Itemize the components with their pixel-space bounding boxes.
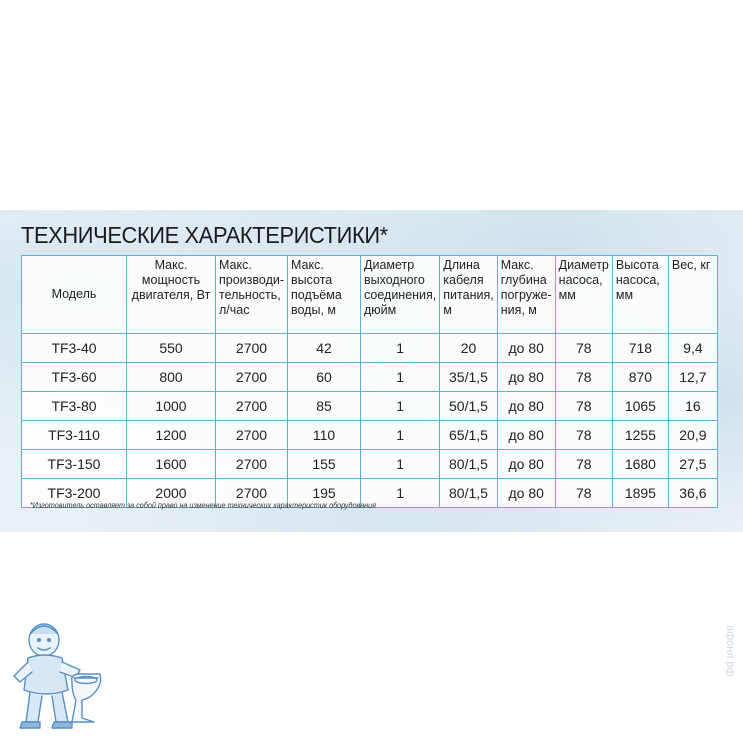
table-cell: до 80 [497, 450, 555, 479]
table-cell: 2700 [216, 334, 288, 363]
table-cell: 2700 [216, 421, 288, 450]
page-title: ТЕХНИЧЕСКИЕ ХАРАКТЕРИСТИКИ* [21, 222, 388, 248]
table-cell: 1200 [127, 421, 216, 450]
table-cell: 1 [361, 334, 440, 363]
table-cell: 85 [288, 392, 361, 421]
table-cell: 20,9 [668, 421, 717, 450]
spec-panel [0, 210, 743, 532]
header-outlet-diameter: Диаметр выходного соединения, дюйм [361, 256, 440, 334]
table-cell: 2700 [216, 450, 288, 479]
table-row [22, 363, 718, 392]
table-cell: до 80 [497, 334, 555, 363]
header-model: Модель [22, 256, 127, 334]
model-cell: TF3-40 [22, 334, 127, 363]
table-cell: 78 [555, 421, 612, 450]
header-weight: Вес, кг [668, 256, 717, 334]
table-cell: до 80 [497, 479, 555, 508]
table-cell: 1 [361, 479, 440, 508]
table-cell: 155 [288, 450, 361, 479]
plumber-mascot-icon [6, 618, 106, 736]
table-cell: 1255 [612, 421, 668, 450]
table-cell: 1600 [127, 450, 216, 479]
table-cell: 35/1,5 [440, 363, 497, 392]
table-cell: 2700 [216, 479, 288, 508]
table-cell: до 80 [497, 421, 555, 450]
table-cell: 1 [361, 392, 440, 421]
table-cell: 65/1,5 [440, 421, 497, 450]
model-cell: TF3-80 [22, 392, 127, 421]
table-cell: 1000 [127, 392, 216, 421]
table-cell: 2700 [216, 363, 288, 392]
table-cell: 1 [361, 450, 440, 479]
table-cell: 1895 [612, 479, 668, 508]
table-cell: 800 [127, 363, 216, 392]
header-depth: Макс. глубина погруже-ния, м [497, 256, 555, 334]
table-cell: 20 [440, 334, 497, 363]
table-cell: 36,6 [668, 479, 717, 508]
table-row [22, 392, 718, 421]
table-cell: 1065 [612, 392, 668, 421]
table-row [22, 334, 718, 363]
table-cell: 60 [288, 363, 361, 392]
header-cable-length: Длина кабеля питания, м [440, 256, 497, 334]
table-cell: 9,4 [668, 334, 717, 363]
table-cell: до 80 [497, 363, 555, 392]
table-cell: 718 [612, 334, 668, 363]
table-row [22, 450, 718, 479]
table-cell: 1680 [612, 450, 668, 479]
table-cell: 550 [127, 334, 216, 363]
table-cell: 2700 [216, 392, 288, 421]
table-cell: 2000 [127, 479, 216, 508]
table-cell: 110 [288, 421, 361, 450]
table-cell: 12,7 [668, 363, 717, 392]
table-cell: 16 [668, 392, 717, 421]
table-cell: 50/1,5 [440, 392, 497, 421]
model-cell: TF3-110 [22, 421, 127, 450]
table-cell: 78 [555, 334, 612, 363]
table-cell: 195 [288, 479, 361, 508]
header-pump-diameter: Диаметр насоса, мм [555, 256, 612, 334]
model-cell: TF3-60 [22, 363, 127, 392]
table-cell: 1 [361, 421, 440, 450]
header-power: Макс. мощность двигателя, Вт [127, 256, 216, 334]
table-cell: 80/1,5 [440, 479, 497, 508]
header-lift-height: Макс. высота подъёма воды, м [288, 256, 361, 334]
table-cell: 78 [555, 450, 612, 479]
table-cell: 1 [361, 363, 440, 392]
watermark: афоня.рф [724, 625, 736, 677]
model-cell: TF3-150 [22, 450, 127, 479]
table-cell: 27,5 [668, 450, 717, 479]
table-cell: 80/1,5 [440, 450, 497, 479]
table-cell: 870 [612, 363, 668, 392]
table-cell: 78 [555, 363, 612, 392]
table-cell: 78 [555, 479, 612, 508]
spec-table [21, 255, 718, 508]
table-cell: 42 [288, 334, 361, 363]
table-cell: 78 [555, 392, 612, 421]
table-row [22, 421, 718, 450]
header-pump-height: Высота насоса, мм [612, 256, 668, 334]
header-capacity: Макс. производи-тельность, л/час [216, 256, 288, 334]
model-cell: TF3-200 [22, 479, 127, 508]
table-header-row [22, 256, 718, 334]
footnote: *Изготовитель оставляет за собой право на изменение технических характеристик оборудования [30, 501, 376, 510]
table-cell: до 80 [497, 392, 555, 421]
